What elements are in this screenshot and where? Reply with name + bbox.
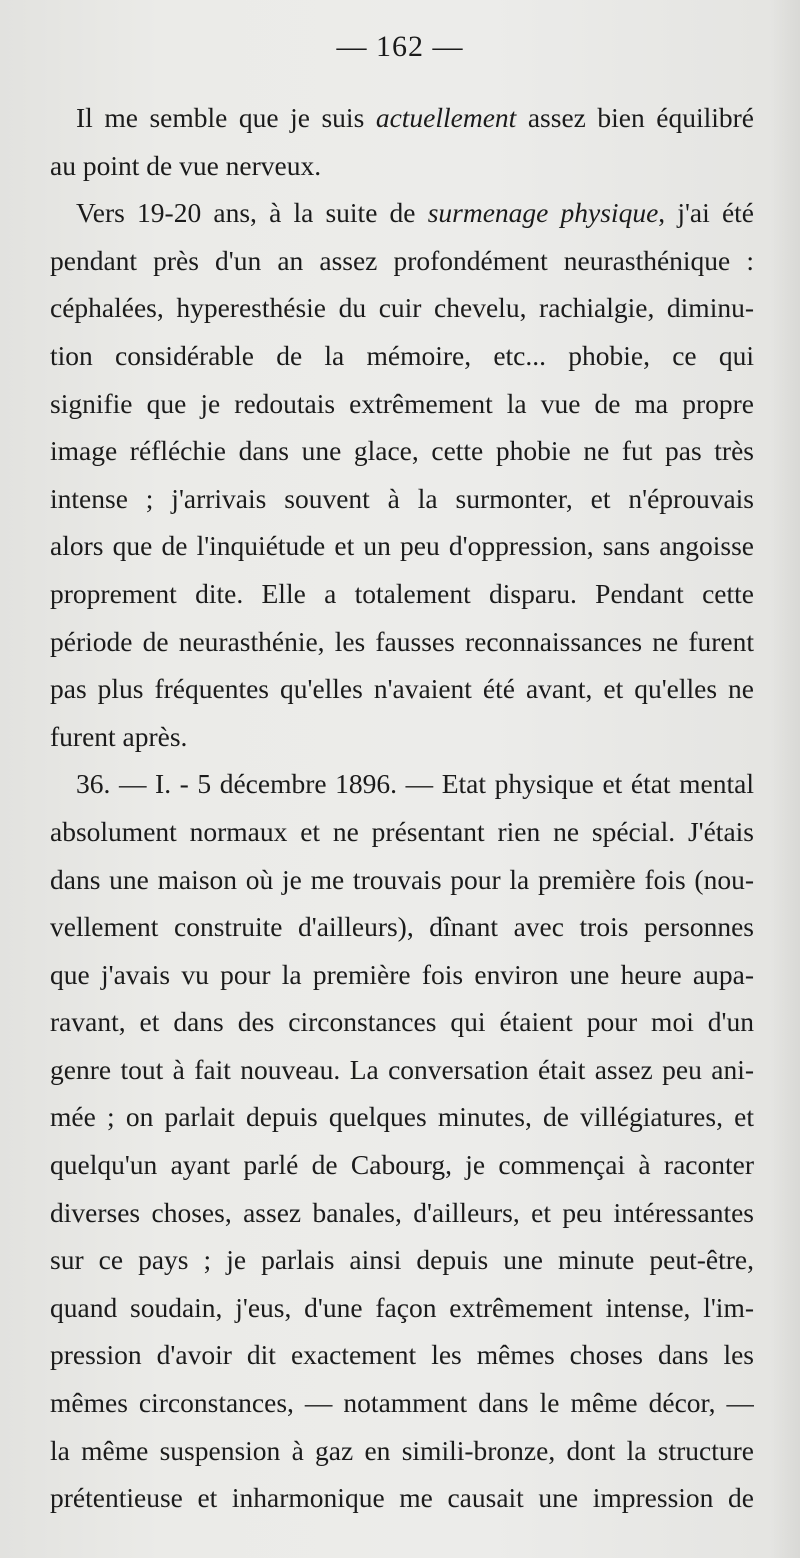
text-line: proprement dite. Elle a totalement disparu. Pendant cette	[50, 577, 754, 609]
text-line: image réfléchie dans une glace, cette phobie ne fut pas très	[50, 435, 754, 467]
text-line: signifie que je redoutais extrêmement la vue de ma propre	[50, 387, 754, 419]
text-line: intense ; j'arrivais souvent à la surmonter, et n'éprouvais	[50, 482, 754, 514]
text-line: dans une maison où je me trouvais pour la première fois (nou-	[50, 863, 754, 895]
text-line: prétentieuse et inharmonique me causait une impression de	[50, 1482, 754, 1514]
page-number: — 162 —	[336, 30, 464, 63]
text-line: vellement construite d'ailleurs), dînant avec trois personnes	[50, 911, 754, 943]
text-line: période de neurasthénie, les fausses reconnaissances ne furent	[50, 625, 754, 657]
text-line: tion considérable de la mémoire, etc... phobie, ce qui	[50, 339, 754, 371]
text-line: genre tout à fait nouveau. La conversation était assez peu ani-	[50, 1053, 754, 1085]
text-line: céphalées, hyperesthésie du cuir chevelu, rachialgie, diminu-	[50, 292, 754, 324]
page-edge-shadow	[770, 0, 800, 1558]
text-line: Il me semble que je suis actuellement assez bien équilibré	[76, 102, 754, 133]
text-line: pendant près d'un an assez profondément neurasthénique :	[50, 244, 754, 276]
text-line: au point de vue nerveux.	[50, 149, 322, 181]
text-line: pas plus fréquentes qu'elles n'avaient été avant, et qu'elles ne	[50, 673, 754, 705]
text-line: absolument normaux et ne présentant rien ne spécial. J'étais	[50, 815, 754, 847]
text-line: Vers 19-20 ans, à la suite de surmenage physique, j'ai été	[76, 197, 754, 229]
text-line: quelqu'un ayant parlé de Cabourg, je commençai à raconter	[50, 1149, 754, 1181]
text-line: mée ; on parlait depuis quelques minutes, de villégiatures, et	[50, 1101, 754, 1133]
text-line: alors que de l'inquiétude et un peu d'oppression, sans angoisse	[50, 530, 754, 562]
text-line: sur ce pays ; je parlais ainsi depuis une minute peut-être,	[50, 1244, 754, 1276]
text-line: furent après.	[50, 720, 188, 752]
text-line: diverses choses, assez banales, d'ailleurs, et peu intéressantes	[50, 1196, 754, 1228]
text-line: pression d'avoir dit exactement les mêmes choses dans les	[50, 1339, 754, 1371]
text-line: mêmes circonstances, — notamment dans le même décor, —	[50, 1387, 754, 1419]
text-line: que j'avais vu pour la première fois environ une heure aupa-	[50, 958, 754, 990]
body-text	[50, 94, 754, 1522]
text-line: la même suspension à gaz en simili-bronze, dont la structure	[50, 1434, 754, 1466]
text-line: 36. — I. - 5 décembre 1896. — Etat physique et état mental	[76, 768, 754, 800]
text-line: quand soudain, j'eus, d'une façon extrêmement intense, l'im-	[50, 1291, 754, 1323]
text-line: ravant, et dans des circonstances qui étaient pour moi d'un	[50, 1006, 754, 1038]
